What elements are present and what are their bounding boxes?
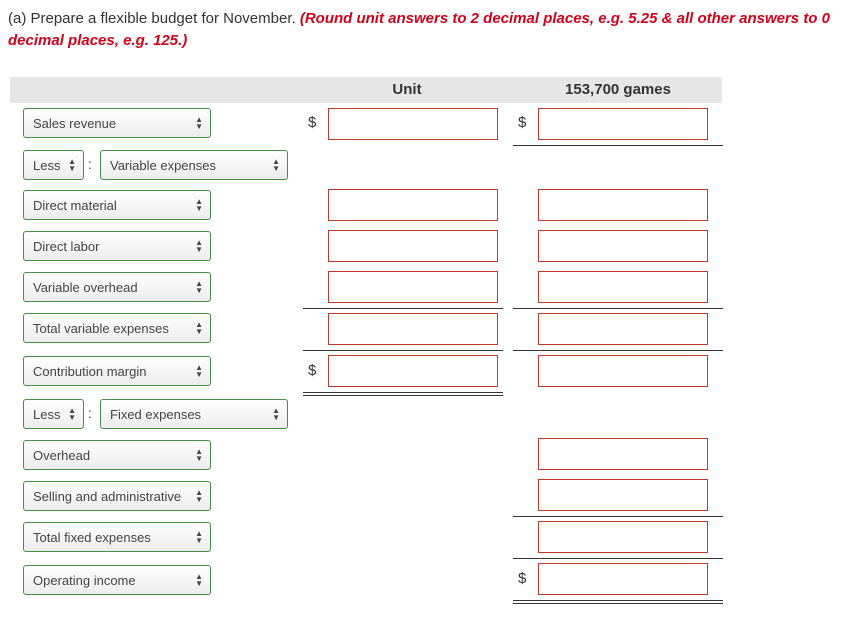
- underline: [513, 516, 723, 517]
- contribution-margin-unit-input[interactable]: [328, 355, 498, 387]
- less-label: Less: [33, 406, 61, 422]
- dollar-sign: $: [308, 362, 317, 379]
- column-header-unit: Unit: [392, 81, 422, 98]
- sales-revenue-select[interactable]: [23, 108, 211, 138]
- variable-overhead-total-input[interactable]: [538, 271, 708, 303]
- select-arrows-icon: ▲ ▼: [195, 197, 203, 213]
- fixed-expenses-select[interactable]: [100, 399, 288, 429]
- variable-expenses-label: Variable expenses: [110, 157, 216, 173]
- select-arrows-icon: ▲ ▼: [195, 447, 203, 463]
- less-select-fixed[interactable]: [23, 399, 84, 429]
- select-arrows-icon: ▲ ▼: [195, 488, 203, 504]
- variable-overhead-select[interactable]: [23, 272, 211, 302]
- underline: [513, 145, 723, 146]
- contribution-margin-select[interactable]: [23, 356, 211, 386]
- direct-labor-unit-input[interactable]: [328, 230, 498, 262]
- total-fixed-expenses-label: Total fixed expenses: [33, 529, 151, 545]
- total-fixed-total-input[interactable]: [538, 521, 708, 553]
- overhead-label: Overhead: [33, 447, 91, 463]
- colon-separator: :: [88, 405, 92, 421]
- operating-income-total-input[interactable]: [538, 563, 708, 595]
- variable-expenses-select[interactable]: [100, 150, 288, 180]
- operating-income-select[interactable]: [23, 565, 211, 595]
- direct-labor-total-input[interactable]: [538, 230, 708, 262]
- double-underline: [513, 603, 723, 604]
- dollar-sign: $: [308, 114, 317, 131]
- direct-labor-select[interactable]: [23, 231, 211, 261]
- fixed-expenses-label: Fixed expenses: [110, 406, 202, 422]
- selling-admin-label: Selling and administrative: [33, 488, 182, 504]
- direct-material-select[interactable]: [23, 190, 211, 220]
- direct-material-total-input[interactable]: [538, 189, 708, 221]
- sales-revenue-unit-input[interactable]: [328, 108, 498, 140]
- select-arrows-icon: ▲ ▼: [195, 363, 203, 379]
- direct-labor-label: Direct labor: [33, 238, 100, 254]
- contribution-margin-total-input[interactable]: [538, 355, 708, 387]
- underline: [513, 308, 723, 309]
- select-arrows-icon: ▲ ▼: [195, 238, 203, 254]
- underline: [303, 308, 503, 309]
- select-arrows-icon: ▲ ▼: [68, 157, 76, 173]
- selling-admin-total-input[interactable]: [538, 479, 708, 511]
- rounding-note: (Round unit answers to 2 decimal places, e.g. 5.25 & all other answers to 0: [299, 10, 830, 27]
- select-arrows-icon: ▲ ▼: [272, 406, 280, 422]
- selling-admin-select[interactable]: [23, 481, 211, 511]
- variable-overhead-label: Variable overhead: [33, 279, 138, 295]
- double-underline: [303, 395, 503, 396]
- variable-overhead-unit-input[interactable]: [328, 271, 498, 303]
- less-select-variable[interactable]: [23, 150, 84, 180]
- select-arrows-icon: ▲ ▼: [195, 572, 203, 588]
- dollar-sign: $: [518, 114, 527, 131]
- sales-revenue-label: Sales revenue: [33, 115, 117, 131]
- underline: [303, 350, 503, 351]
- double-underline: [513, 600, 723, 601]
- sales-revenue-total-input[interactable]: [538, 108, 708, 140]
- select-arrows-icon: ▲ ▼: [68, 406, 76, 422]
- select-arrows-icon: ▲ ▼: [195, 279, 203, 295]
- column-header-games: 153,700 games: [565, 81, 671, 98]
- underline: [513, 558, 723, 559]
- operating-income-label: Operating income: [33, 572, 136, 588]
- total-variable-unit-input[interactable]: [328, 313, 498, 345]
- select-arrows-icon: ▲ ▼: [272, 157, 280, 173]
- underline: [513, 350, 723, 351]
- total-variable-total-input[interactable]: [538, 313, 708, 345]
- select-arrows-icon: ▲ ▼: [195, 115, 203, 131]
- double-underline: [303, 392, 503, 393]
- contribution-margin-label: Contribution margin: [33, 363, 147, 379]
- select-arrows-icon: ▲ ▼: [195, 320, 203, 336]
- total-fixed-expenses-select[interactable]: [23, 522, 211, 552]
- overhead-total-input[interactable]: [538, 438, 708, 470]
- total-variable-expenses-label: Total variable expenses: [33, 320, 169, 336]
- direct-material-label: Direct material: [33, 197, 117, 213]
- select-arrows-icon: ▲ ▼: [195, 529, 203, 545]
- colon-separator: :: [88, 156, 92, 172]
- less-label: Less: [33, 157, 61, 173]
- rounding-note-cont: decimal places, e.g. 125.): [8, 32, 188, 49]
- dollar-sign: $: [518, 570, 527, 587]
- total-variable-expenses-select[interactable]: [23, 313, 211, 343]
- instructions-text: (a) Prepare a flexible budget for November.: [8, 10, 296, 27]
- overhead-select[interactable]: [23, 440, 211, 470]
- direct-material-unit-input[interactable]: [328, 189, 498, 221]
- instructions: [8, 8, 855, 52]
